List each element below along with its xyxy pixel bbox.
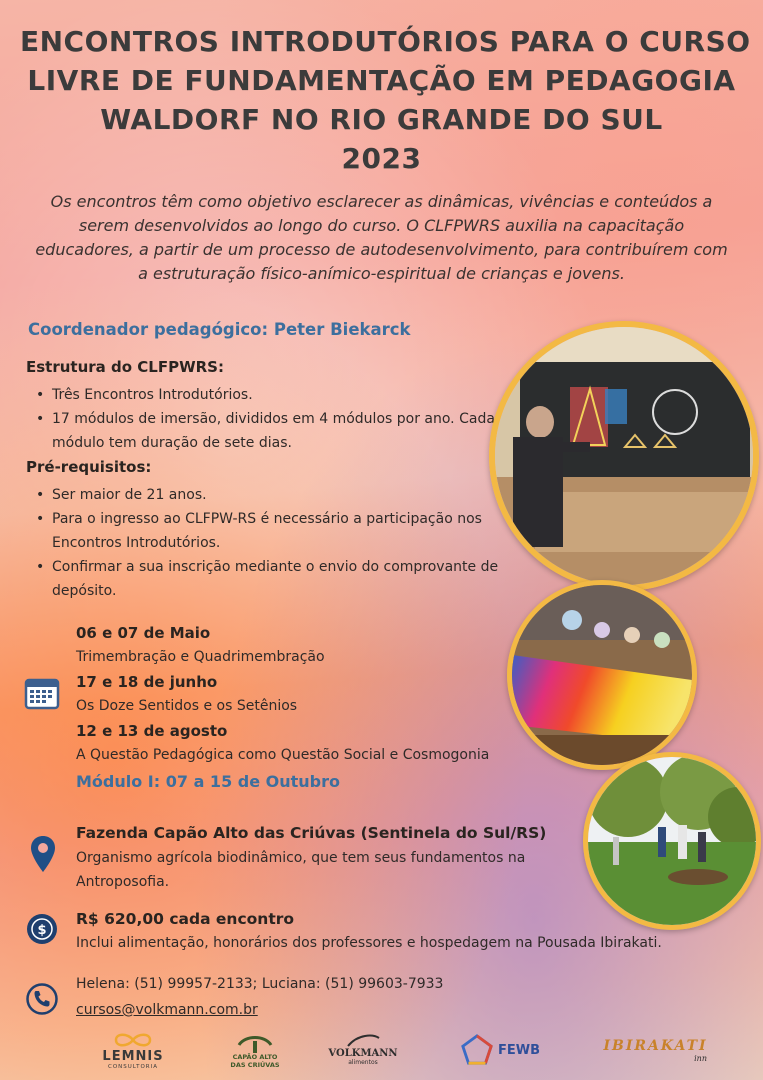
price-desc: Inclui alimentação, honorários dos professores e hospedagem na Pousada Ibirakati. xyxy=(76,935,662,951)
fewb-text: FEWB xyxy=(497,1042,540,1058)
contact-email[interactable]: cursos@volkmann.com.br xyxy=(76,1002,258,1018)
ibirakati-text: IBIRAKATI xyxy=(603,1037,708,1054)
list-item: • Para o ingresso ao CLFPW-RS é necessário a participação nos Encontros Introdutórios. xyxy=(34,507,504,555)
intro-paragraph: Os encontros têm como objetivo esclarecer as dinâmicas, vivências e conteúdos a serem desenvolvidos ao longo do curso. O CLFPWRS auxilia na capacitação educadores, a partir de um processo de autodesenvolvimento, para contribuírem com a estruturação físico-anímico-espiritual de crianças e jovens. xyxy=(35,192,728,283)
schedule-topic-1: Trimembração e Quadrimembração xyxy=(76,649,325,665)
title-line-1: ENCONTROS INTRODUTÓRIOS PARA O CURSO xyxy=(20,25,751,58)
page-title xyxy=(20,22,751,178)
farm-photo-illustration xyxy=(588,757,756,925)
infinity-icon xyxy=(108,1031,158,1049)
price-amount: R$ 620,00 cada encontro xyxy=(76,910,295,928)
photo-classroom-blackboard xyxy=(489,321,759,591)
ibirakati-logo xyxy=(598,1028,713,1072)
volkmann-logo xyxy=(328,1028,398,1072)
prerequisitos-heading: Pré-requisitos: xyxy=(26,458,152,476)
list-item: • Ser maior de 21 anos. xyxy=(34,483,504,507)
estrutura-list xyxy=(34,383,504,455)
location-name: Fazenda Capão Alto das Criúvas (Sentinela do Sul/RS) xyxy=(76,824,547,842)
title-line-3: WALDORF NO RIO GRANDE DO SUL xyxy=(100,103,663,136)
ibirakati-subtext: inn xyxy=(694,1053,707,1063)
calendar-icon xyxy=(24,676,60,710)
schedule-date-2: 17 e 18 de junho xyxy=(76,673,218,691)
contact-phones: Helena: (51) 99957-2133; Luciana: (51) 99603-7933 xyxy=(76,976,444,992)
schedule-topic-3: A Questão Pedagógica como Questão Social e Cosmogonia xyxy=(76,747,490,763)
schedule-date-3: 12 e 13 de agosto xyxy=(76,722,228,740)
location-desc-2: Antroposofia. xyxy=(76,874,170,890)
leaf-icon xyxy=(343,1034,383,1048)
title-line-2: LIVRE DE FUNDAMENTAÇÃO EM PEDAGOGIA xyxy=(27,64,736,97)
capao-alto-logo xyxy=(220,1028,290,1072)
pentagon-icon xyxy=(460,1032,494,1068)
tree-icon xyxy=(235,1031,275,1053)
money-icon xyxy=(26,913,58,945)
location-desc-1: Organismo agrícola biodinâmico, que tem seus fundamentos na xyxy=(76,850,526,866)
phone-icon xyxy=(26,983,58,1015)
location-pin-icon xyxy=(30,835,56,873)
list-item: • 17 módulos de imersão, divididos em 4 módulos por ano. Cada módulo tem duração de sete dias. xyxy=(34,407,504,455)
volkmann-text: VOLKMANN xyxy=(328,1048,398,1059)
photo-farm-garden xyxy=(583,752,761,930)
photo-watercolor-painting xyxy=(507,580,697,770)
title-year: 2023 xyxy=(341,142,422,175)
fewb-logo xyxy=(460,1028,540,1072)
lemnis-subtext: CONSULTORIA xyxy=(107,1063,158,1070)
watercolor-photo-illustration xyxy=(512,585,692,765)
modulo-date: Módulo I: 07 a 15 de Outubro xyxy=(76,772,341,791)
coordinator-line: Coordenador pedagógico: Peter Biekarck xyxy=(28,320,411,339)
lemnis-logo xyxy=(88,1028,178,1072)
classroom-photo-illustration xyxy=(495,327,753,585)
capao-text: CAPÃO ALTO DAS CRIÚVAS xyxy=(230,1053,280,1069)
list-item: • Confirmar a sua inscrição mediante o envio do comprovante de depósito. xyxy=(34,555,504,603)
list-item: • Três Encontros Introdutórios. xyxy=(34,383,504,407)
schedule-date-1: 06 e 07 de Maio xyxy=(76,624,211,642)
lemnis-text: LEMNIS xyxy=(102,1048,164,1064)
svg-text:$: $ xyxy=(37,923,47,938)
estrutura-heading: Estrutura do CLFPWRS: xyxy=(26,358,224,376)
prerequisitos-list xyxy=(34,483,504,603)
schedule-topic-2: Os Doze Sentidos e os Setênios xyxy=(76,698,298,714)
volkmann-subtext: alimentos xyxy=(348,1059,378,1066)
